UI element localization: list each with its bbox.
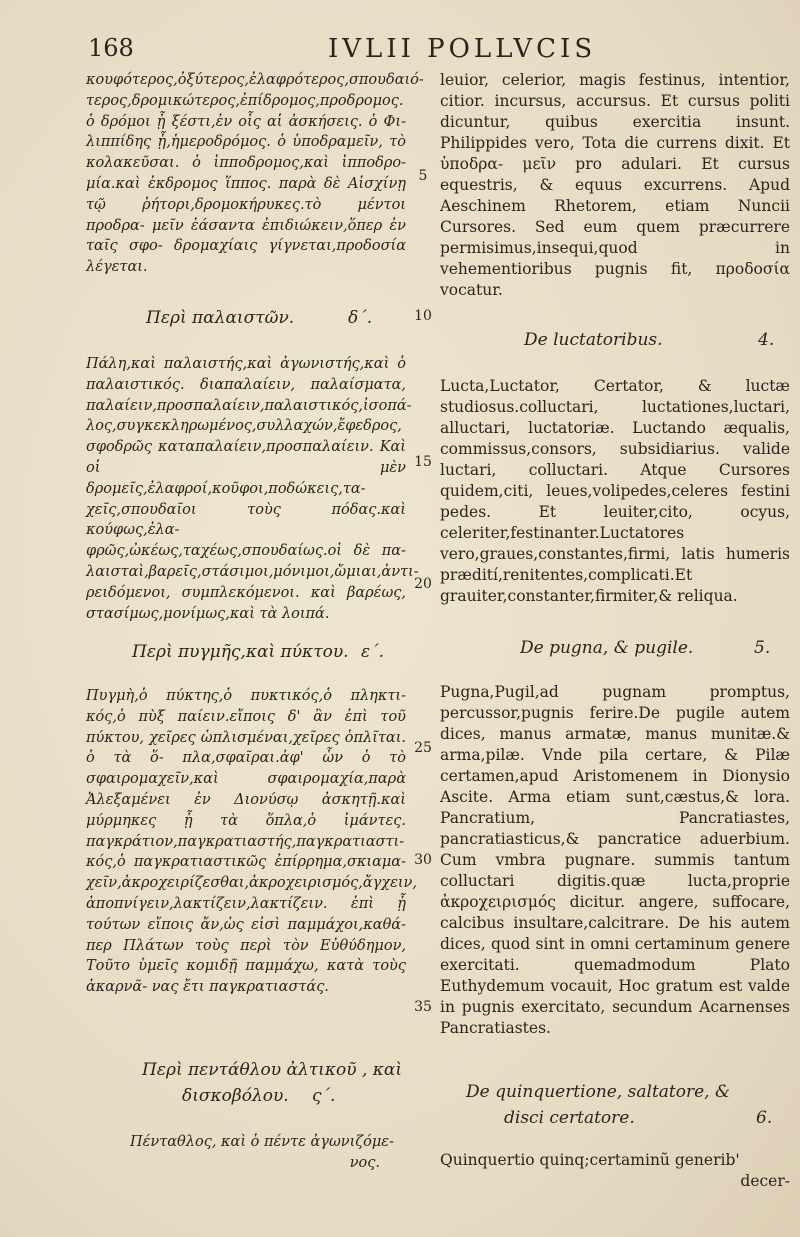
- greek-text: Πένταθλος, καὶ ὁ πέντε ἀγωνιζόμε-: [130, 1134, 394, 1150]
- heading-text: Περὶ παλαιστῶν.: [146, 308, 295, 328]
- heading-number: 5.: [754, 638, 771, 658]
- latin-text: Lucta,Luctator, Certator, & luctæ studiosus.colluctari, luctationes,luctari, alluctari, luctatoriæ. Luctando æqualis, commissus,consors, subsidiarius. valide luctari, colluctari. Atque Cursores quidem,citi, leues,volipedes,celeres festini pedes. Et leuiter,cito, ocyus, celeriter,festinanter.Luctatores vero,graues,constantes,firmi, latis humeris prædití,renitentes,complicati.Et grauiter,constanter,firmiter,& reliqua.: [440, 377, 790, 605]
- greek-text: Πάλη,καὶ παλαιστής,καὶ ἀγωνιστής,καὶ ὁ παλαιστικός. διαπαλαίειν, παλαίσματα, παλαίειν,προσπαλαίειν,παλαιστικός,ἰσοπά- λος,συγκεκληρωμένος,συλλαχών,ἔφεδρος, σφοδρῶς καταπαλαίειν,προσπαλαίειν. Καὶ οἱ μὲν δρομεῖς,ἐλαφροί,κοῦφοι,ποδώκεις,τα- χεῖς,σπουδαῖοι τοὺς πόδας.καὶ κούφως,ἐλα- φρῶς,ὠκέως,ταχέως,σπουδαίως.οἱ δὲ πα- λαισταὶ,βαρεῖς,στάσιμοι,μόνιμοι,ὤμιαι,ἀντι- ρειδόμενοι, συμπλεκόμενοι. καὶ βαρέως, στασίμως,μονίμως,καὶ τὰ λοιπά.: [86, 356, 419, 622]
- latin-paragraph-3: [440, 682, 790, 1039]
- greek-text: νος.: [349, 1154, 380, 1171]
- heading-number: δ΄.: [348, 308, 373, 328]
- running-title: IVLII POLLVCIS: [328, 34, 597, 64]
- heading-number: ε΄.: [361, 642, 385, 662]
- heading-number: 4.: [758, 330, 775, 350]
- greek-paragraph-1: [86, 70, 424, 278]
- line-number: 30: [414, 852, 432, 868]
- latin-paragraph-2: [440, 376, 790, 607]
- heading-text: Περὶ πυγμῆς,καὶ πύκτου.: [132, 642, 349, 662]
- greek-paragraph-4: [86, 1132, 406, 1174]
- latin-paragraph-4: [440, 1150, 790, 1192]
- heading-number: 6.: [756, 1108, 773, 1128]
- latin-paragraph-1: [440, 70, 790, 301]
- heading-text: δισκοβόλου.: [182, 1086, 289, 1106]
- latin-text: leuior, celerior, magis festinus, intentior, citior. incursus, accursus. Et cursus politi dicuntur, quibus exercitia insunt. Philippides vero, Tota die currens dixit. Et ὑποδρα- μεῖν pro adulari. Et cursus equestris, & equus excurrens. Apud Aeschinem Rhetorem, etiam Nuncii Cursores. Sed eum quem præcurrere permisimus,insequi,quod in vehementioribus pugnis fit, προδοσία vocatur.: [440, 71, 790, 299]
- line-number: 35: [414, 999, 432, 1015]
- greek-paragraph-3: [86, 686, 417, 998]
- page-number: 168: [88, 34, 134, 62]
- greek-paragraph-2: [86, 354, 419, 624]
- line-number: 25: [414, 740, 432, 756]
- heading-number: ς΄.: [312, 1086, 336, 1106]
- line-number: 10: [414, 308, 432, 324]
- latin-text: decer-: [740, 1172, 790, 1190]
- heading-text: disci certatore.: [504, 1108, 635, 1128]
- line-number: 15: [414, 454, 432, 470]
- greek-text: κουφότερος,ὀξύτερος,ἐλαφρότερος,σπουδαιό- τερος,δρομικώτερος,ἐπίδρομος,προδρομος. ὁ δρόμοι ᾗ ξέστι,ἐν οἷς αἱ ἀσκήσεις. ὁ Φι- λιππίδης ᾗ,ἡμεροδρόμος. ὁ ὑποδραμεῖν, τὸ κολακεῦσαι. ὁ ἱπποδρομος,καὶ ἱπποδρο- μία.καὶ ἐκδρομος ἵππος. παρὰ δὲ Αἰσχίνῃ τῷ ῥήτορι,δρομοκήρυκες.τὸ μέντοι προδρα- μεῖν ἐάσαντα ἐπιδιώκειν,ὅπερ ἐν ταῖς σφο- δρομαχίαις γίγνεται,προδοσία λέγεται.: [86, 72, 424, 276]
- heading-text: De luctatoribus.: [524, 330, 663, 350]
- line-number: 5: [418, 168, 428, 184]
- heading-text: De pugna, & pugile.: [520, 638, 694, 658]
- latin-text: Pugna,Pugil,ad pugnam promptus, percussor,pugnis ferire.De pugile autem dices, manus armatæ, manus munitæ.& arma,pilæ. Vnde pila certare, & Pilæ certamen,apud Aristomenem in Dionysio Ascite. Arma etiam sunt,cæstus,& lora. Pancratium, Pancratiastes, pancratiasticus,& pancratice aduerbium. Cum vmbra pugnare. summis tantum colluctari digitis.quæ lucta,proprie ἀκροχειρισμός dicitur. angere, suffocare, calcibus insultare,calcitrare. De his autem dices, quod sint in omni certaminum genere exercitati. quemadmodum Plato Euthydemum vocauit, Hoc gratum est valde in pugnis exercitato, secundum Acarnenses Pancratiastes.: [440, 683, 790, 1037]
- heading-text: Περὶ πεντάθλου ἀλτικοῦ , καὶ: [142, 1060, 403, 1080]
- latin-text: Quinquertio quinq;certaminũ generib': [440, 1151, 740, 1169]
- line-number: 20: [414, 576, 432, 592]
- greek-text: Πυγμὴ,ὁ πύκτης,ὁ πυκτικός,ὁ πληκτι- κός,ὁ πὺξ παίειν.εἴποις δ' ἂν ἐπὶ τοῦ πύκτου, χεῖρες ὡπλισμέναι,χεῖρες ὁπλῖται. ὁ τὰ ὅ- πλα,σφαῖραι.ἀφ' ὧν ὁ τὸ σφαιρομαχεῖν,καὶ σφαιρομαχία,παρὰ Ἀλεξαμένει ἐν Διονύσῳ ἀσκητῇ.καὶ μύρμηκες ᾗ τὰ ὅπλα,ὁ ἱμάντες. παγκράτιον,παγκρατιαστής,παγκρατιαστι- κός,ὁ παγκρατιαστικῶς ἐπίρρημα,σκιαμα- χεῖν,ἀκροχειρίζεσθαι,ἀκροχειρισμός,ἄγχειν, ἀποπνίγειν,λακτίζειν,λακτίζειν. ἐπὶ ᾗ τούτων εἴποις ἄν,ὡς εἰσὶ παμμάχοι,καθά- περ Πλάτων τοὺς περὶ τὸν Εὐθύδημον, Τοῦτο ὑμεῖς κομιδῇ παμμάχω, κατὰ τοὺς ἀκαρνᾶ- νας ἔτι παγκρατιαστάς.: [86, 688, 417, 996]
- page-header: [78, 34, 780, 74]
- heading-text: De quinquertione, saltatore, &: [466, 1082, 731, 1102]
